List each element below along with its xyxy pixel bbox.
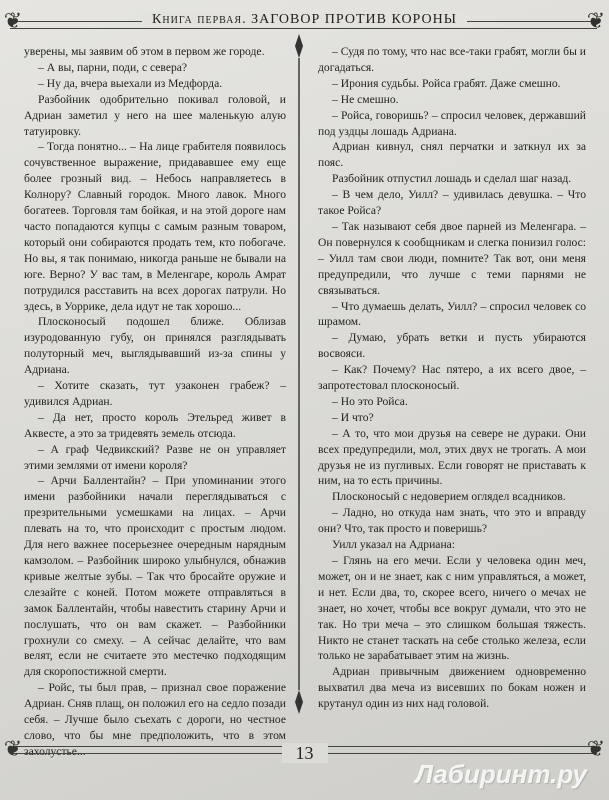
paragraph: – Ройс, ты был прав, – признал свое поражение Адриан. Сняв плащ, он положил его на седло позади себя. – Лучше было съехать с дороги, но честное слово, что бы мне предположить, что в этом захолустье... [24, 681, 286, 758]
paragraph: – Ладно, но откуда нам знать, что это и вправду они? Что, так просто и поверишь? [318, 506, 586, 536]
ornament-top-right-icon: ❦ [586, 8, 606, 33]
paragraph: – Не смешно. [332, 92, 399, 106]
paragraph: – А граф Чедвикский? Разве не он управляет этими землями от имени короля? [24, 442, 286, 472]
paragraph: Адриан кивнул, снял перчатки и заткнул их за пояс. [318, 140, 586, 170]
ornament-bottom-right-icon: ❦ [586, 736, 606, 761]
paragraph: Разбойник одобрительно покивал головой, и Адриан заметил у него на шее маленькую алую татуировку. [24, 92, 286, 138]
page-number: 13 [0, 743, 609, 764]
paragraph: – А вы, парни, поди, с севера? [38, 60, 188, 74]
paragraph: Плосконосый подошел ближе. Облизав изуродованную губу, он принялся разглядывать полуторный меч, выглядывавший из-за спины у Адриана. [24, 315, 286, 377]
paragraph: – Хотите сказать, тут узаконен грабеж? – удивился Адриан. [24, 379, 286, 408]
paragraph: Адриан привычным движением одновременно выхватил два меча из висевших по бокам ножен и крутанул один из них над головой. [318, 665, 586, 711]
column-divider-icon [293, 34, 305, 714]
paragraph: – Ирония судьбы. Ройса грабят. Даже смешно. [332, 76, 561, 90]
paragraph: – А то, что мои друзья на севере не дураки. Они всех предупредили, мол, этих двух не трогать. А мои друзья не из пугливых. Если говорят не приставать к ним, на то есть причины. [318, 426, 586, 488]
left-column [24, 44, 286, 760]
paragraph: уверены, мы заявим об этом в первом же городе. [24, 45, 265, 58]
paragraph: – Думаю, убрать ветки и пусть убираются восвояси. [318, 331, 586, 361]
paragraph: – Тогда понятно... – На лице грабителя появилось сочувственное выражение, придававшее ему еще более грозный вид. – Небось направляетесь в Колнору? Славный городок. Много лавок. Много богатеев. Торговля там бойкая, и на этой дороге нам часто попадаются купцы с самым разным товаром, который они собираются продать тем, кто побогаче. Но вы, я так понимаю, никогда раньше не бывали на юге. Верно? У вас там, в Меленгаре, король Амрат потрудился расставить на всех дорогах патрули. Но здесь, в Уоррике, дела идут не так хорошо... [24, 140, 286, 313]
paragraph: – Но это Ройса. [332, 394, 408, 408]
paragraph: – Как? Почему? Нас пятеро, а их всего двое, – запротестовал плосконосый. [318, 363, 586, 393]
running-header [0, 10, 609, 28]
paragraph: – И что? [332, 410, 374, 424]
paragraph: – Ну да, вчера выехали из Медфорда. [38, 76, 223, 90]
paragraph: – Судя по тому, что нас все-таки грабят, могли бы и догадаться. [318, 45, 586, 74]
paragraph: Уилл указал на Адриана: [332, 538, 456, 552]
ornament-top-left-icon: ❦ [3, 8, 23, 33]
paragraph: – Арчи Баллентайн? – При упоминании этого имени разбойники начали переглядываться с презрительными усмешками на лицах. – Арчи плевать на то, что происходит с простым людом. Для него важнее посерьезнее очередным нарядным камзолом. – Разбойник широко улыбнулся, обнажив кривые желтые зубы. – Так что бросайте оружие и слезайте с коней. Потом можете отправляться в замок Баллентайн, чтобы навестить старину Арчи и послушать, что он вам скажет. – Разбойники грохнули со смеху. – А сейчас делайте, что вам велят, если не считаете это местечко подходящим для скоропостижной смерти. [24, 474, 286, 679]
paragraph: – Ройса, говоришь? – спросил человек, державший под уздцы лошадь Адриана. [318, 108, 586, 138]
watermark-logo: Лабиринт.ру [415, 759, 587, 789]
ornament-bottom-left-icon: ❦ [3, 736, 23, 761]
paragraph: – Глянь на его мечи. Если у человека один меч, может, он и не знает, как с ним управляться, а может, и нет. Если два, то, скорее всего, ничего о мечах не знает, но хочет, чтобы все вокруг думали, что это не так. Но три меча – это слишком большая тяжесть. Никто не станет таскать на себе столько железа, если только не зарабатывает этим на жизнь. [318, 554, 586, 663]
header-title: Книга первая. ЗАГОВОР ПРОТИВ КОРОНЫ [142, 12, 467, 27]
right-column [318, 44, 586, 712]
paragraph: – Да нет, просто король Этельред живет в Аквесте, а это за тридевять земель отсюда. [24, 410, 286, 440]
paragraph: – В чем дело, Уилл? – удивилась девушка. – Что такое Ройса? [318, 188, 586, 218]
paragraph: – Что думаешь делать, Уилл? – спросил человек со шрамом. [318, 299, 586, 329]
paragraph: Разбойник отпустил лошадь и сделал шаг назад. [332, 172, 572, 186]
paragraph: – Так называют себя двое парней из Меленгара. – Он повернулся к сообщникам и слегка понизил голос: – Уилл там свои люди, помните? Так вот, они меня предупредили, что лучше с теми парнями не связываться. [318, 219, 586, 297]
paragraph: Плосконосый с недоверием оглядел всадников. [332, 490, 566, 504]
